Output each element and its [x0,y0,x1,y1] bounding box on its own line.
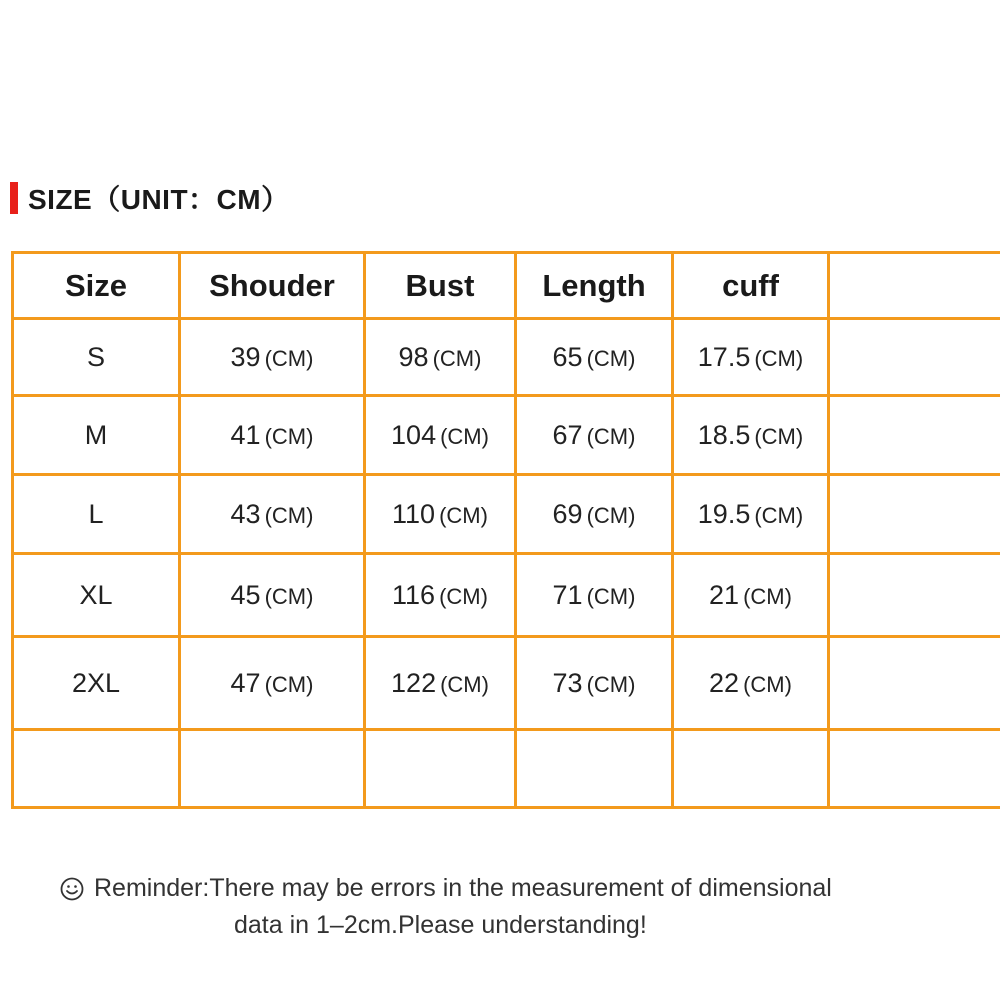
header-length: Length [516,253,673,319]
reminder-line1-text: Reminder:There may be errors in the measurement of dimensional [94,874,832,902]
cell-empty [829,396,1000,475]
cell-shoulder: 39 (CM) [180,319,365,396]
table-row [13,396,1000,475]
header-shoulder: Shouder [180,253,365,319]
cell-size: S [13,319,180,396]
size-heading [10,180,290,216]
cell-shoulder: 43 (CM) [180,475,365,554]
table-row [13,554,1000,637]
header-bust: Bust [365,253,516,319]
table-row-empty [13,730,1000,808]
cell-empty [673,730,829,808]
cell-size: L [13,475,180,554]
cell-empty [829,637,1000,730]
cell-bust: 110 (CM) [365,475,516,554]
cell-bust: 122 (CM) [365,637,516,730]
cell-empty [829,319,1000,396]
header-size: Size [13,253,180,319]
cell-shoulder: 41 (CM) [180,396,365,475]
cell-shoulder: 47 (CM) [180,637,365,730]
cell-shoulder: 45 (CM) [180,554,365,637]
cell-length: 69 (CM) [516,475,673,554]
cell-cuff: 18.5 (CM) [673,396,829,475]
table-row [13,637,1000,730]
size-heading-title: SIZE（UNIT：CM） [28,184,290,215]
cell-cuff: 21 (CM) [673,554,829,637]
reminder-note [60,870,970,944]
header-empty [829,253,1000,319]
cell-bust: 98 (CM) [365,319,516,396]
cell-size: XL [13,554,180,637]
cell-empty [829,554,1000,637]
cell-empty [516,730,673,808]
table-row [13,319,1000,396]
cell-cuff: 19.5 (CM) [673,475,829,554]
header-cuff: cuff [673,253,829,319]
table-row [13,475,1000,554]
heading-accent-bar [10,182,18,214]
smile-icon [60,877,84,901]
size-table [11,251,1000,809]
reminder-line2-text: data in 1–2cm.Please understanding! [234,911,647,939]
cell-bust: 116 (CM) [365,554,516,637]
cell-length: 65 (CM) [516,319,673,396]
cell-cuff: 17.5 (CM) [673,319,829,396]
cell-empty [829,730,1000,808]
table-header-row [13,253,1000,319]
cell-empty [180,730,365,808]
cell-empty [365,730,516,808]
cell-size: 2XL [13,637,180,730]
cell-length: 67 (CM) [516,396,673,475]
cell-empty [13,730,180,808]
cell-length: 73 (CM) [516,637,673,730]
cell-empty [829,475,1000,554]
cell-bust: 104 (CM) [365,396,516,475]
cell-cuff: 22 (CM) [673,637,829,730]
cell-length: 71 (CM) [516,554,673,637]
cell-size: M [13,396,180,475]
